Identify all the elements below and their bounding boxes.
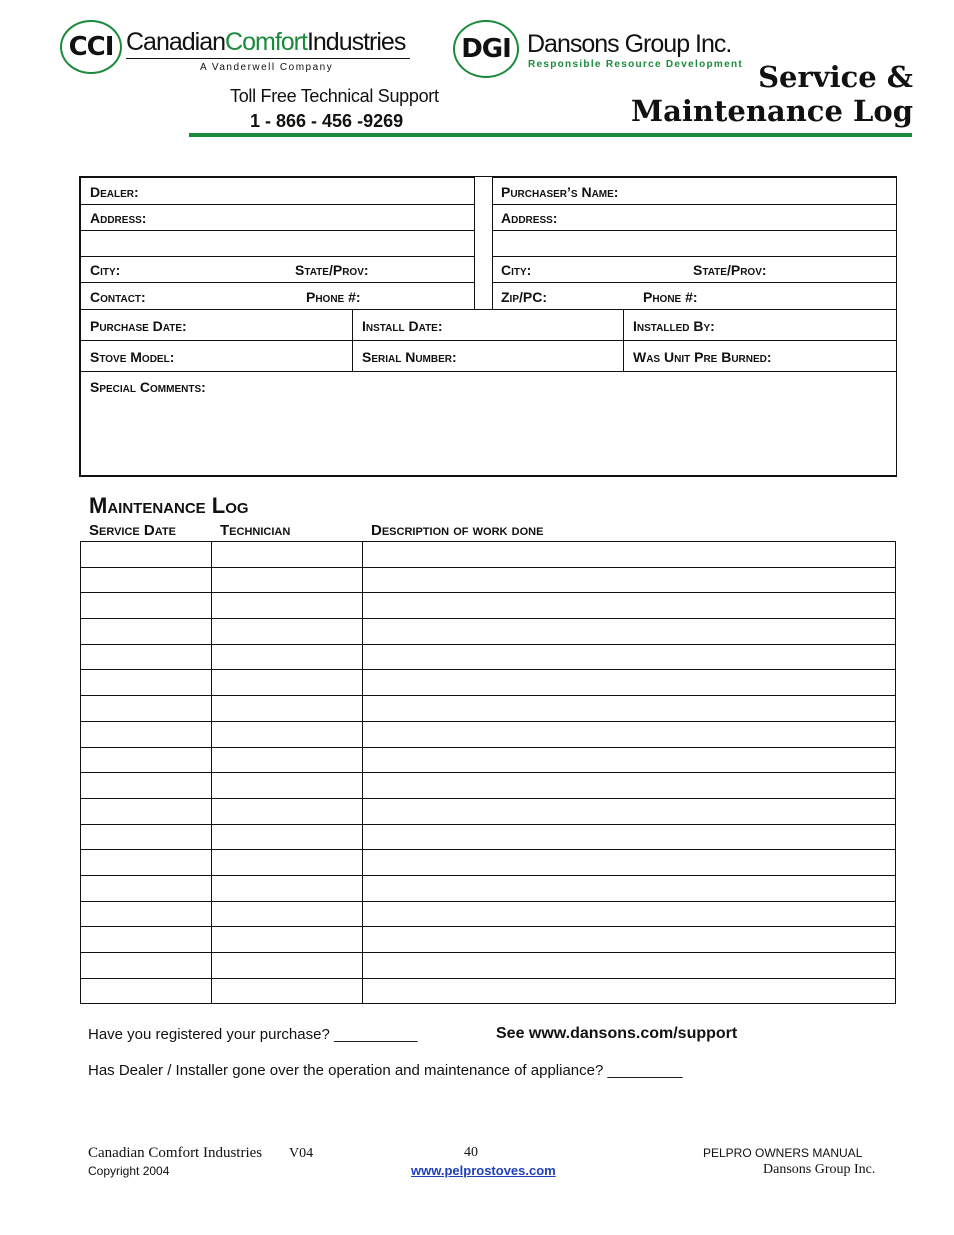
description-cell[interactable]: [363, 927, 896, 953]
cci-logo-badge: [60, 20, 122, 74]
technician-cell[interactable]: [212, 644, 363, 670]
technician-cell[interactable]: [212, 542, 363, 568]
dealer-address-label: Address:: [90, 210, 147, 226]
service-date-cell[interactable]: [81, 901, 212, 927]
service-date-cell[interactable]: [81, 567, 212, 593]
service-date-cell[interactable]: [81, 593, 212, 619]
cci-name-part3: Industries: [306, 28, 406, 56]
customer-info-form: [79, 176, 897, 477]
page-title-line2: Maintenance Log: [630, 94, 913, 128]
cci-company-name: [126, 28, 405, 57]
purchaser-name-label: Purchaser’s Name:: [501, 184, 619, 200]
service-date-cell[interactable]: [81, 721, 212, 747]
dealer-review-question: Has Dealer / Installer gone over the operation and maintenance of appliance? _________: [88, 1062, 683, 1079]
pre-burned-field[interactable]: [623, 340, 897, 372]
description-cell[interactable]: [363, 978, 896, 1004]
installed-by-label: Installed By:: [633, 318, 715, 334]
description-cell[interactable]: [363, 824, 896, 850]
technician-cell[interactable]: [212, 696, 363, 722]
log-row: [81, 593, 896, 619]
technician-cell[interactable]: [212, 747, 363, 773]
maintenance-log-table: [80, 541, 896, 1004]
cci-name-part2: Comfort: [225, 28, 307, 56]
service-date-cell[interactable]: [81, 875, 212, 901]
description-cell[interactable]: [363, 901, 896, 927]
page-title-line1: Service &: [758, 60, 913, 94]
dealer-contact-field[interactable]: [80, 282, 475, 310]
dealer-field[interactable]: [80, 177, 475, 205]
log-row: [81, 542, 896, 568]
technician-cell[interactable]: [212, 953, 363, 979]
log-row: [81, 773, 896, 799]
footer-company: Canadian Comfort Industries: [88, 1145, 263, 1161]
log-row: [81, 875, 896, 901]
log-row: [81, 670, 896, 696]
service-date-cell[interactable]: [81, 953, 212, 979]
technician-cell[interactable]: [212, 593, 363, 619]
description-cell[interactable]: [363, 798, 896, 824]
install-date-label: Install Date:: [362, 318, 443, 334]
service-date-cell[interactable]: [81, 798, 212, 824]
dealer-phone-label: Phone #:: [306, 289, 361, 305]
purchase-date-label: Purchase Date:: [90, 318, 187, 334]
support-link[interactable]: See www.dansons.com/support: [496, 1025, 738, 1042]
log-row: [81, 696, 896, 722]
col-header-technician: Technician: [220, 522, 291, 539]
technician-cell[interactable]: [212, 824, 363, 850]
pre-burned-label: Was Unit Pre Burned:: [633, 349, 772, 365]
log-row: [81, 567, 896, 593]
log-row: [81, 927, 896, 953]
technician-cell[interactable]: [212, 721, 363, 747]
service-date-cell[interactable]: [81, 824, 212, 850]
description-cell[interactable]: [363, 953, 896, 979]
log-row: [81, 824, 896, 850]
service-date-cell[interactable]: [81, 850, 212, 876]
cci-logo-text: CCI: [68, 32, 114, 62]
purchaser-name-field[interactable]: [492, 177, 897, 205]
col-header-description: Description of work done: [371, 522, 544, 539]
installed-by-field[interactable]: [623, 309, 897, 341]
description-cell[interactable]: [363, 773, 896, 799]
page-number: 40: [464, 1145, 478, 1160]
header-divider: [189, 133, 912, 137]
service-date-cell[interactable]: [81, 747, 212, 773]
log-row: [81, 953, 896, 979]
description-cell[interactable]: [363, 875, 896, 901]
purchaser-zip-label: Zip/PC:: [501, 289, 547, 305]
description-cell[interactable]: [363, 747, 896, 773]
footer-version: V04: [289, 1146, 314, 1161]
cci-name-part1: Canadian: [126, 28, 226, 56]
purchaser-address-label: Address:: [501, 210, 558, 226]
dealer-city-label: City:: [90, 262, 121, 278]
support-label: Toll Free Technical Support: [230, 86, 439, 106]
log-row: [81, 978, 896, 1004]
technician-cell[interactable]: [212, 567, 363, 593]
description-cell[interactable]: [363, 542, 896, 568]
special-comments-field[interactable]: [80, 371, 897, 476]
log-row: [81, 798, 896, 824]
description-cell[interactable]: [363, 670, 896, 696]
description-cell[interactable]: [363, 721, 896, 747]
description-cell[interactable]: [363, 619, 896, 645]
dgi-company-name: Dansons Group Inc.: [527, 30, 732, 58]
technician-cell[interactable]: [212, 875, 363, 901]
technician-cell[interactable]: [212, 978, 363, 1004]
purchaser-state-label: State/Prov:: [693, 262, 767, 278]
serial-number-label: Serial Number:: [362, 349, 457, 365]
service-date-cell[interactable]: [81, 619, 212, 645]
technician-cell[interactable]: [212, 619, 363, 645]
service-date-cell[interactable]: [81, 542, 212, 568]
footer-manual-name: PELPRO OWNERS MANUAL: [703, 1146, 863, 1160]
dealer-address-line2-field[interactable]: [80, 230, 475, 257]
support-phone: 1 - 866 - 456 -9269: [250, 111, 404, 131]
dealer-address-field[interactable]: [80, 204, 475, 231]
service-date-cell[interactable]: [81, 978, 212, 1004]
service-date-cell[interactable]: [81, 644, 212, 670]
technician-cell[interactable]: [212, 901, 363, 927]
log-row: [81, 901, 896, 927]
maintenance-log-title: Maintenance Log: [89, 493, 249, 518]
special-comments-label: Special Comments:: [90, 379, 206, 395]
technician-cell[interactable]: [212, 850, 363, 876]
log-row: [81, 619, 896, 645]
technician-cell[interactable]: [212, 798, 363, 824]
dealer-city-field[interactable]: [80, 256, 475, 283]
purchaser-city-field[interactable]: [492, 256, 897, 283]
technician-cell[interactable]: [212, 773, 363, 799]
col-header-service-date: Service Date: [89, 522, 176, 539]
purchaser-city-label: City:: [501, 262, 532, 278]
log-row: [81, 747, 896, 773]
footer-copyright: Copyright 2004: [88, 1164, 170, 1178]
description-cell[interactable]: [363, 850, 896, 876]
description-cell[interactable]: [363, 567, 896, 593]
description-cell[interactable]: [363, 644, 896, 670]
cci-tagline: A Vanderwell Company: [200, 62, 334, 73]
dgi-logo-badge: [453, 20, 519, 78]
stove-model-label: Stove Model:: [90, 349, 175, 365]
dealer-state-label: State/Prov:: [295, 262, 369, 278]
stove-model-field[interactable]: [80, 340, 353, 372]
footer-group: Dansons Group Inc.: [763, 1162, 876, 1177]
install-date-field[interactable]: [352, 309, 624, 341]
log-row: [81, 644, 896, 670]
serial-number-field[interactable]: [352, 340, 624, 372]
technician-cell[interactable]: [212, 670, 363, 696]
service-date-cell[interactable]: [81, 927, 212, 953]
registration-question: Have you registered your purchase? __________: [88, 1026, 418, 1043]
service-date-cell[interactable]: [81, 696, 212, 722]
service-date-cell[interactable]: [81, 670, 212, 696]
footer-website-link[interactable]: www.pelprostoves.com: [411, 1163, 556, 1178]
cci-logo-rule: [126, 58, 410, 59]
purchase-date-field[interactable]: [80, 309, 353, 341]
description-cell[interactable]: [363, 593, 896, 619]
dealer-label: Dealer:: [90, 184, 139, 200]
purchaser-zip-field[interactable]: [492, 282, 897, 310]
purchaser-address-field[interactable]: [492, 204, 897, 231]
log-row: [81, 850, 896, 876]
technician-cell[interactable]: [212, 927, 363, 953]
service-date-cell[interactable]: [81, 773, 212, 799]
purchaser-address-line2-field[interactable]: [492, 230, 897, 257]
purchaser-phone-label: Phone #:: [643, 289, 698, 305]
log-row: [81, 721, 896, 747]
dgi-tagline: Responsible Resource Development: [528, 59, 743, 70]
dgi-logo-text: DGI: [461, 34, 511, 64]
dealer-contact-label: Contact:: [90, 289, 146, 305]
description-cell[interactable]: [363, 696, 896, 722]
